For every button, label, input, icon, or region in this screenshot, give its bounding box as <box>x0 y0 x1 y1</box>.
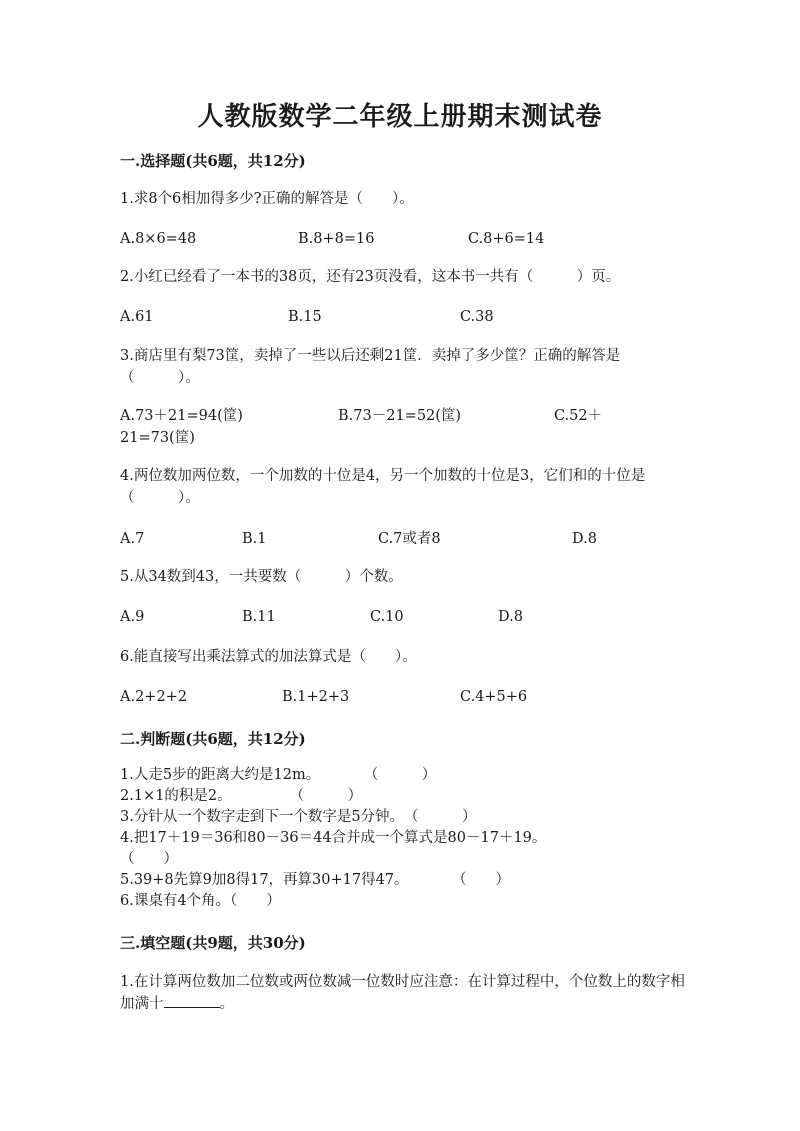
question-options <box>120 306 690 350</box>
question-options <box>120 606 690 650</box>
list-item: 4.把17＋19＝36和80－36＝44合并成一个算式是80－17＋19。 <box>120 830 547 846</box>
option-c: C.7或者8 <box>378 531 441 547</box>
option-c: C.8+6=14 <box>468 231 545 247</box>
option-b: B.15 <box>288 309 322 325</box>
section-heading-true-false: 二.判断题(共6题，共12分) <box>120 730 306 748</box>
list-item: 5.39+8先算9加8得17，再算30+17得47。 （ ） <box>120 872 511 888</box>
option-a: A.8×6=48 <box>120 231 197 247</box>
list-item: 6.课桌有4个角。（ ） <box>120 893 281 909</box>
page-title: 人教版数学二年级上册期末测试卷 <box>197 102 603 132</box>
list-item: 1.人走5步的距离大约是12m。 （ ） <box>120 767 437 783</box>
question-options <box>120 686 690 730</box>
option-a: A.9 <box>120 609 145 625</box>
option-a: A.61 <box>120 309 154 325</box>
option-c: C.10 <box>370 609 404 625</box>
option-a: A.7 <box>120 531 145 547</box>
question-text: 3.商店里有梨73筐，卖掉了一些以后还剩21筐．卖掉了多少筐？正确的解答是（ ）。 <box>120 348 621 386</box>
section-heading-choice: 一.选择题(共6题，共12分) <box>120 152 306 170</box>
list-item-continued: （ ） <box>120 851 178 867</box>
option-c: C.4+5+6 <box>460 689 528 705</box>
option-a: A.73＋21=94(筐) <box>120 408 243 424</box>
option-b: B.8+8=16 <box>298 231 375 247</box>
option-b: B.1+2+3 <box>282 689 350 705</box>
true-false-list <box>120 765 690 915</box>
answer-blank <box>164 993 220 1008</box>
question-text: 5.从34数到43，一共要数（ ）个数。 <box>120 569 403 585</box>
option-a: A.2+2+2 <box>120 689 188 705</box>
list-item: 3.分针从一个数字走到下一个数字是5分钟。 （ ） <box>120 809 477 825</box>
question-body: 1.在计算两位数加二位数或两位数减一位数时应注意：在计算过程中，个位数上的数字相加满十 <box>120 974 685 1012</box>
option-d: D.8 <box>572 531 597 547</box>
option-c-continued: 21=73(筐) <box>120 430 195 446</box>
list-item: 2.1×1的积是2。 （ ） <box>120 788 363 804</box>
option-c: C.38 <box>460 309 494 325</box>
section-heading-fill-blank: 三.填空题(共9题，共30分) <box>120 934 306 952</box>
option-b: B.11 <box>242 609 276 625</box>
question-text: 6.能直接写出乘法算式的加法算式是（ ）。 <box>120 649 417 665</box>
question-text: 2.小红已经看了一本书的38页，还有23页没看，这本书一共有（ ）页。 <box>120 269 621 285</box>
option-c: C.52＋ <box>554 408 603 424</box>
option-b: B.1 <box>242 531 267 547</box>
option-d: D.8 <box>498 609 523 625</box>
option-b: B.73－21=52(筐) <box>338 408 462 424</box>
question-text <box>120 971 690 1015</box>
question-text: 4.两位数加两位数，一个加数的十位是4，另一个加数的十位是3，它们和的十位是（ ）。 <box>120 468 646 506</box>
question-end: 。 <box>219 996 234 1012</box>
question-text: 1.求8个6相加得多少?正确的解答是（ ）。 <box>120 191 414 207</box>
question-options <box>120 405 690 449</box>
